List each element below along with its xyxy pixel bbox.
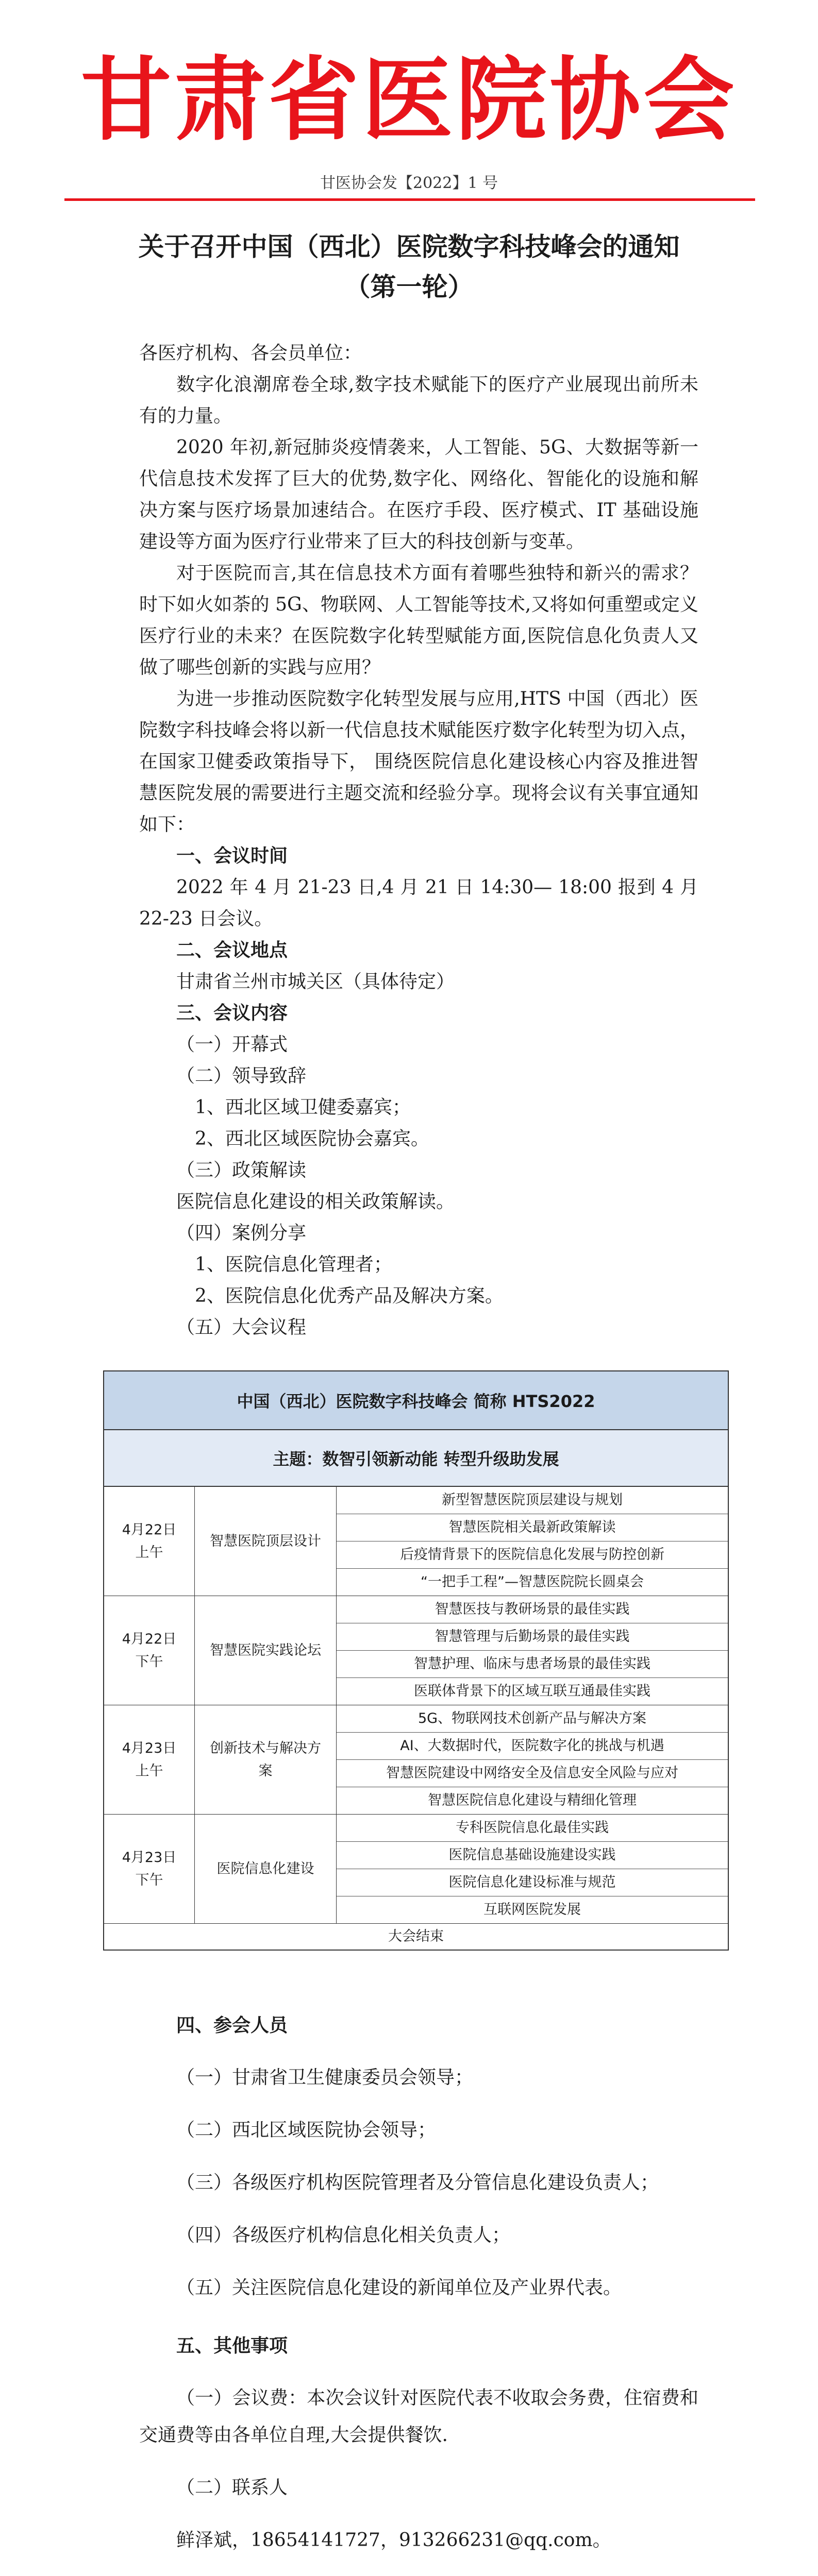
agenda-block (104, 1596, 728, 1705)
notice-title-line1: 关于召开中国（西北）医院数字科技峰会的通知 (138, 231, 680, 262)
red-header-rule (64, 198, 755, 201)
s3-item: 2、西北区域医院协会嘉宾。 (195, 1128, 429, 1149)
agenda-topic: 5G、物联网技术创新产品与解决方案 (337, 1705, 728, 1733)
s5-item-1: （一）会议费：本次会议针对医院代表不收取会务费，住宿费和交通费等由各单位自理,大会提供餐饮. (139, 2387, 698, 2446)
agenda-session: 创新技术与解决方案 (195, 1705, 337, 1814)
s5-item-2: （二）联系人 (176, 2477, 288, 2498)
agenda-topic: 智慧医院建设中网络安全及信息安全风险与应对 (337, 1760, 728, 1787)
agenda-day-text: 4月23日 上午 (122, 1740, 177, 1779)
notice-body-continued (139, 2007, 698, 2559)
section-2-text: 甘肃省兰州市城关区（具体待定） (176, 971, 455, 992)
agenda-topic: 专科医院信息化最佳实践 (337, 1815, 728, 1842)
agenda-session: 智慧医院实践论坛 (195, 1596, 337, 1705)
section-4-heading: 四、参会人员 (176, 2014, 288, 2036)
s3-item: （一）开幕式 (176, 1034, 288, 1055)
s3-item: 1、西北区域卫健委嘉宾； (195, 1097, 411, 1118)
s3-item: 1、医院信息化管理者； (195, 1254, 392, 1275)
agenda-day (104, 1487, 195, 1596)
agenda-block (104, 1487, 728, 1596)
doc-number: 甘医协会发【2022】1 号 (320, 174, 498, 192)
org-title: 甘肃省医院协会 (80, 47, 738, 153)
contact-line: 鲜泽斌，18654141727，913266231@qq.com。 (176, 2530, 611, 2551)
notice-title-line2: （第一轮） (344, 272, 474, 302)
agenda-topics (337, 1705, 728, 1814)
notice-body (139, 337, 698, 1343)
s4-item: （二）西北区域医院协会领导； (176, 2120, 437, 2141)
paragraph-1: 数字化浪潮席卷全球,数字技术赋能下的医疗产业展现出前所未有的力量。 (139, 374, 698, 427)
agenda-day (104, 1596, 195, 1705)
agenda-day (104, 1705, 195, 1814)
agenda-session: 智慧医院顶层设计 (195, 1487, 337, 1596)
agenda-block (104, 1705, 728, 1815)
s3-item: （三）政策解读 (176, 1160, 307, 1181)
agenda-topic: 医院信息基础设施建设实践 (337, 1842, 728, 1869)
agenda-topic: 医联体背景下的区域互联互通最佳实践 (414, 1683, 650, 1699)
agenda-title: 中国（西北）医院数字科技峰会 简称 HTS2022 (104, 1371, 728, 1430)
agenda-topic: “一把手工程”—智慧医院院长圆桌会 (421, 1574, 644, 1590)
s4-item: （四）各级医疗机构信息化相关负责人； (176, 2225, 511, 2246)
agenda-topic: 互联网医院发展 (483, 1902, 581, 1918)
agenda-topic: AI、大数据时代，医院数字化的挑战与机遇 (337, 1733, 728, 1760)
agenda-end: 大会结束 (388, 1928, 444, 1944)
agenda-topics (337, 1815, 728, 1923)
agenda-topic: 智慧护理、临床与患者场景的最佳实践 (337, 1651, 728, 1678)
s4-item: （一）甘肃省卫生健康委员会领导； (176, 2067, 474, 2088)
agenda-session: 医院信息化建设 (195, 1815, 337, 1923)
section-3-heading: 三、会议内容 (176, 1002, 288, 1024)
section-5-heading: 五、其他事项 (176, 2335, 288, 2357)
agenda-topic: 智慧管理与后勤场景的最佳实践 (337, 1623, 728, 1651)
agenda-theme: 主题：数智引领新动能 转型升级助发展 (104, 1430, 728, 1487)
agenda-topic: 后疫情背景下的医院信息化发展与防控创新 (337, 1541, 728, 1569)
agenda-topics (337, 1487, 728, 1596)
s4-item: （五）关注医院信息化建设的新闻单位及产业界代表。 (176, 2277, 622, 2298)
agenda-table (103, 1370, 729, 1951)
s3-item: （五）大会议程 (176, 1317, 307, 1338)
section-2-heading: 二、会议地点 (176, 939, 288, 961)
s3-item: （四）案例分享 (176, 1223, 307, 1244)
section-1-text: 2022 年 4 月 21-23 日,4 月 21 日 14:30— 18:00 报到 4 月 22-23 日会议。 (139, 877, 698, 929)
paragraph-4: 为进一步推动医院数字化转型发展与应用,HTS 中国（西北）医院数字科技峰会将以新一代信息技术赋能医疗数字化转型为切入点，在国家卫健委政策指导下， 围绕医院信息化建设核心内容及推进智慧医院发展的需要进行主题交流和经验分享。现将会议有关事宜通知如下： (139, 688, 698, 835)
agenda-topic: 智慧医院信息化建设与精细化管理 (428, 1792, 637, 1808)
agenda-day-text: 4月23日 下午 (122, 1849, 177, 1888)
notice-title (0, 227, 818, 307)
agenda-topic: 智慧医技与教研场景的最佳实践 (337, 1596, 728, 1623)
s3-item: 医院信息化建设的相关政策解读。 (176, 1191, 455, 1212)
agenda-block (104, 1815, 728, 1924)
s3-item: 2、医院信息化优秀产品及解决方案。 (195, 1285, 504, 1307)
agenda-day (104, 1815, 195, 1923)
agenda-topic: 智慧医院相关最新政策解读 (337, 1514, 728, 1541)
salutation: 各医疗机构、各会员单位： (139, 343, 362, 364)
s4-item: （三）各级医疗机构医院管理者及分管信息化建设负责人； (176, 2172, 659, 2193)
paragraph-2: 2020 年初,新冠肺炎疫情袭来，人工智能、5G、大数据等新一代信息技术发挥了巨大的优势,数字化、网络化、智能化的设施和解决方案与医疗场景加速结合。在医疗手段、医疗模式、IT 基础设施建设等方面为医疗行业带来了巨大的科技创新与变革。 (139, 437, 698, 552)
paragraph-3: 对于医院而言,其在信息技术方面有着哪些独特和新兴的需求？时下如火如荼的 5G、物联网、人工智能等技术,又将如何重塑或定义医疗行业的未来？在医院数字化转型赋能方面,医院信息化负责人又做了哪些创新的实践与应用？ (139, 563, 698, 678)
s3-item: （二）领导致辞 (176, 1065, 307, 1087)
agenda-day-text: 4月22日 上午 (122, 1521, 177, 1561)
section-1-heading: 一、会议时间 (176, 845, 288, 867)
agenda-topic: 新型智慧医院顶层建设与规划 (337, 1487, 728, 1514)
agenda-topic: 医院信息化建设标准与规范 (337, 1869, 728, 1896)
agenda-topics (337, 1596, 728, 1705)
agenda-day-text: 4月22日 下午 (122, 1631, 177, 1670)
